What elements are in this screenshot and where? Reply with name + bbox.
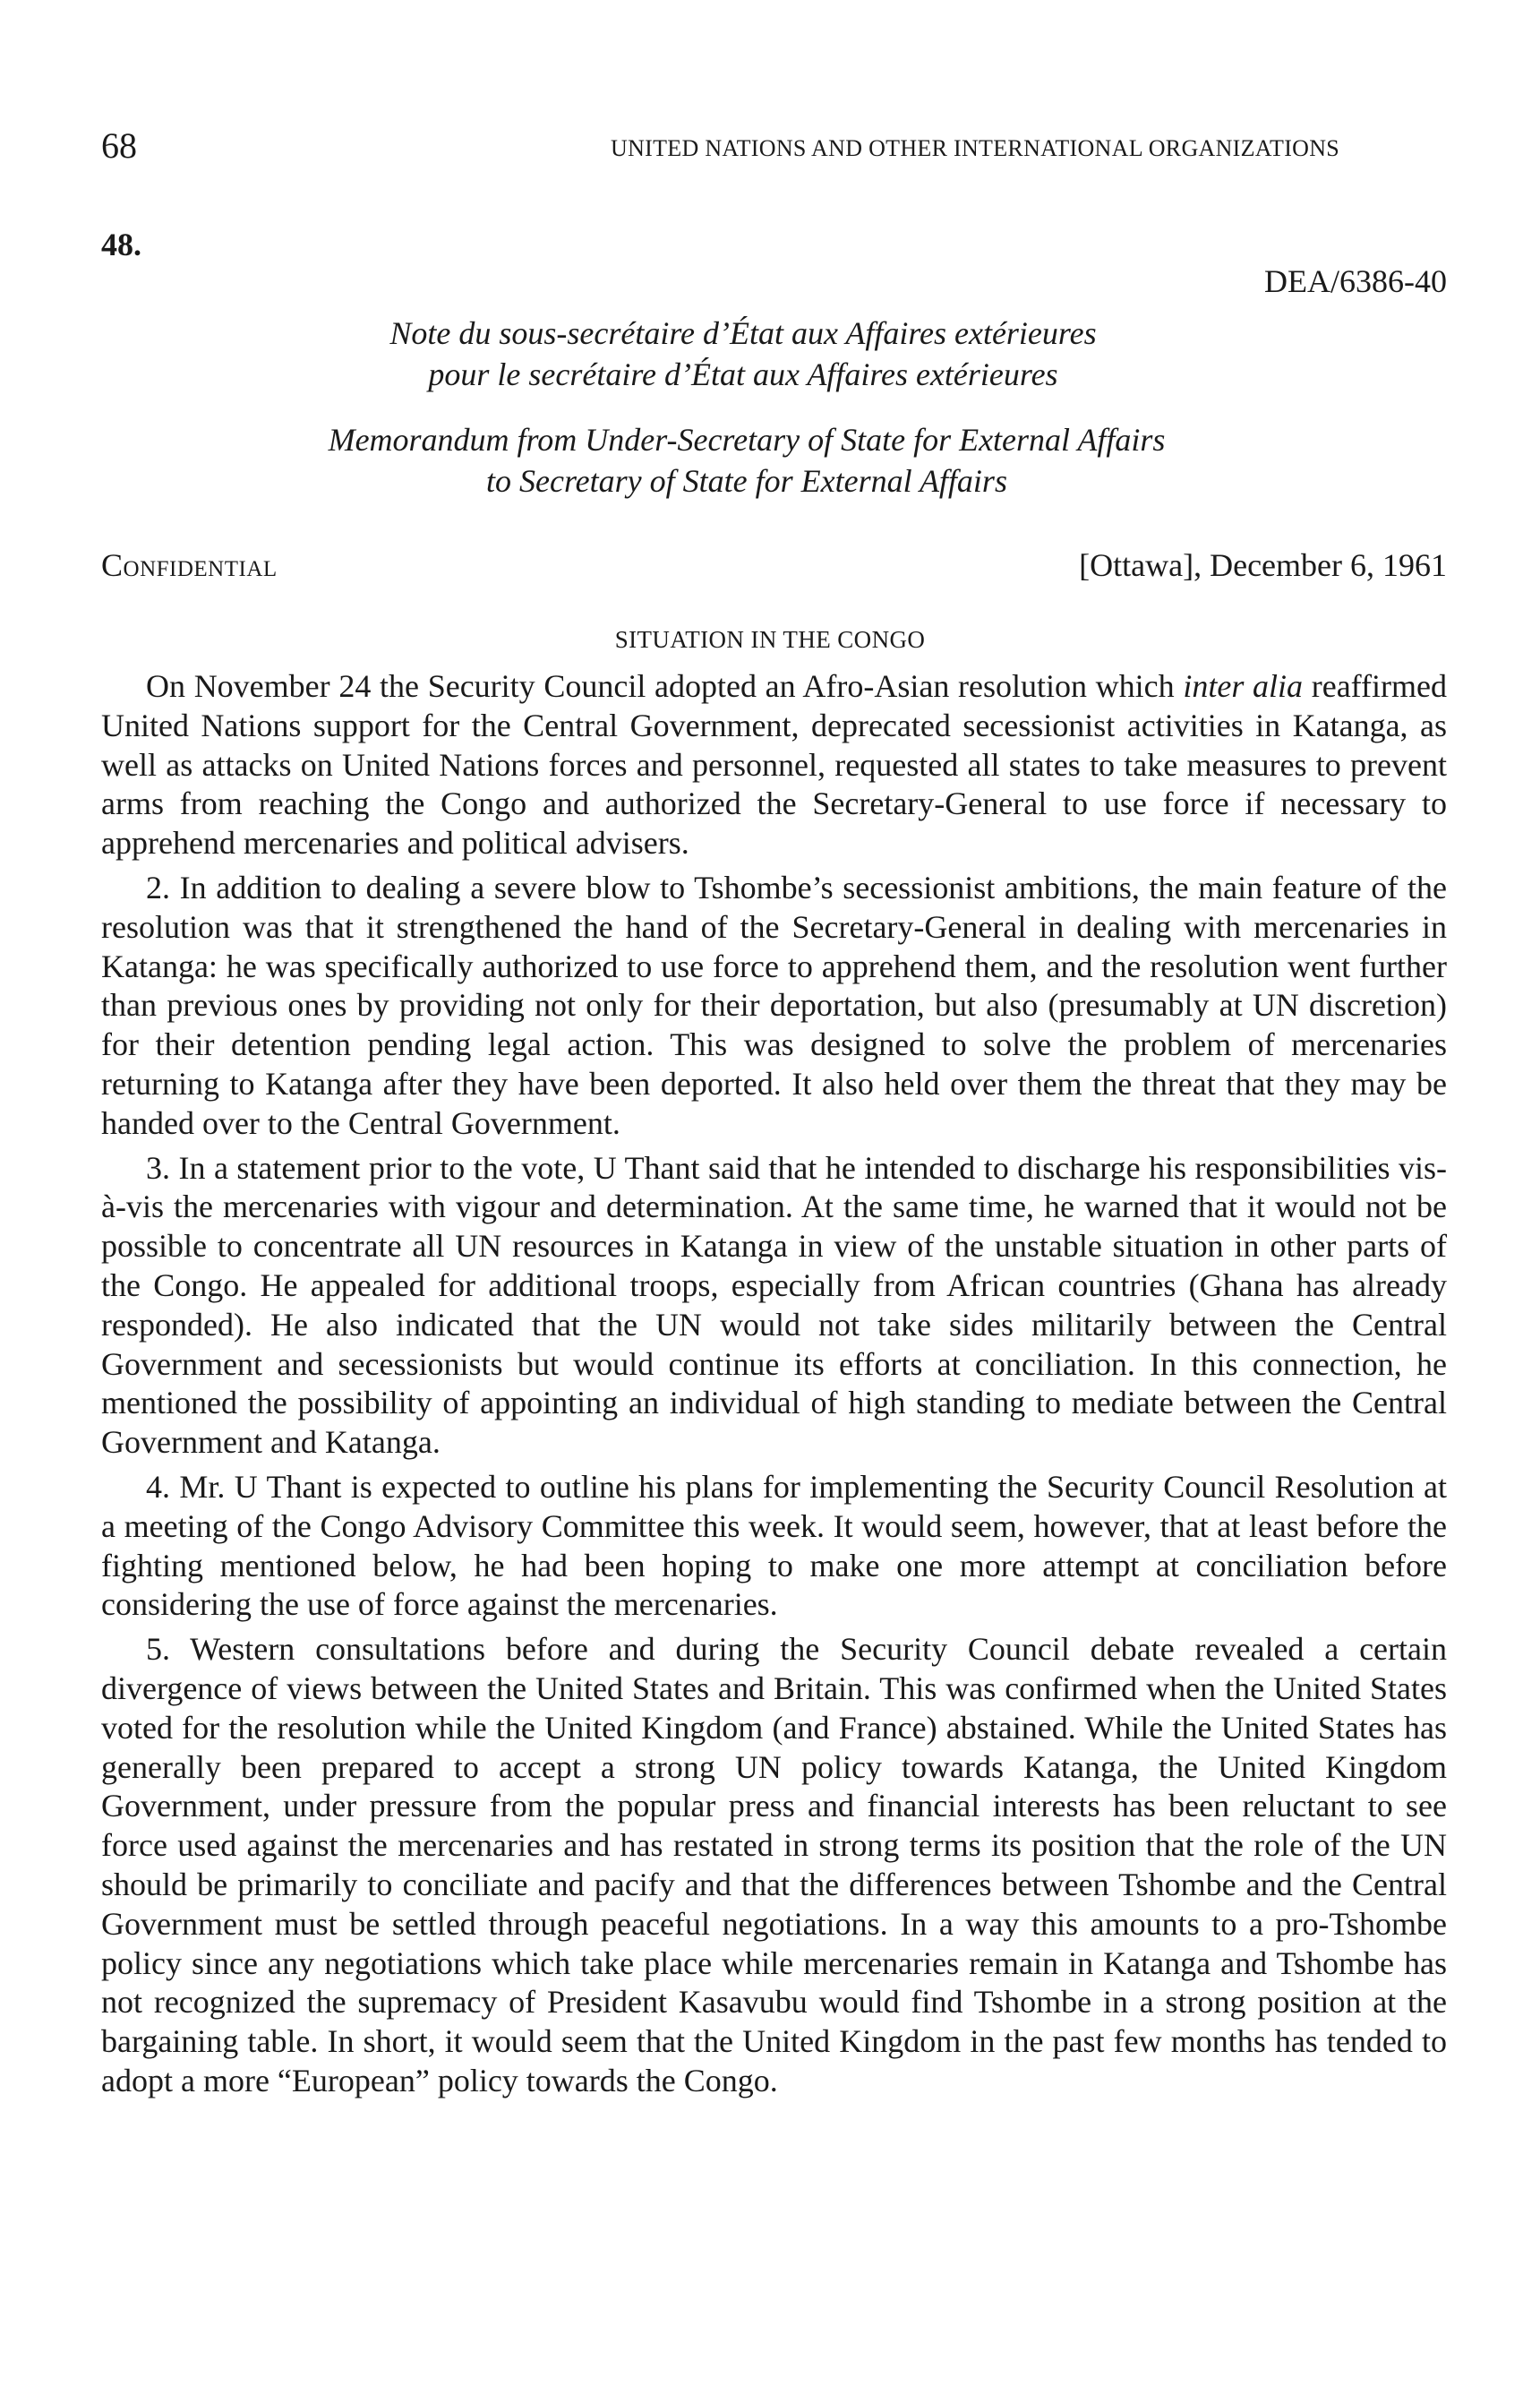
paragraph-2: 2. In addition to dealing a severe blow to Tshombe’s secessionist ambitions, the main feature of the resolution was that it strengthened the hand of the Secretary-General in dealing with mercenaries in Katanga: he was specifically authorized to use force to apprehend them, and the resolution went further than previous ones by providing not only for their deportation, but also (presumably at UN discretion) for their detention pending legal action. This was designed to solve the problem of mercenaries returning to Katanga after they have been deported. It also held over them the threat that they may be handed over to the Central Government.: [101, 869, 1447, 1141]
paragraph-1-end: reaffirmed United Nations support for the Central Government, deprecated secessionist activities in Katanga, as well as attacks on United Nations forces and personnel, requested all states to take measures to prevent arms from reaching the Congo and authorized the Secretary-General to use force if necessary to apprehend mercenaries and political advisers.: [101, 668, 1447, 862]
paragraph-5: 5. Western consultations before and during the Security Council debate revealed a certain divergence of views between the United States and Britain. This was confirmed when the United States voted for the resolution while the United Kingdom (and France) abstained. While the United States has generally been prepared to accept a strong UN policy towards Katanga, the United Kingdom Government, under pressure from the popular press and financial interests has been reluctant to see force used against the mercenaries and has restated in strong terms its position that the role of the UN should be primarily to conciliate and pacify and that the differences between Tshombe and the Central Government must be settled through peaceful negotiations. In a way this amounts to a pro-Tshombe policy since any negotiations which take place while mercenaries remain in Katanga and Tshombe has not recognized the supremacy of President Kasavubu would find Tshombe in a strong position at the bargaining table. In short, it would seem that the United Kingdom in the past few months has tended to adopt a more “European” policy towards the Congo.: [101, 1631, 1447, 2098]
title-french-line-2: pour le secrétaire d’État aux Affaires extérieures: [428, 356, 1058, 392]
paragraph-1-latin-phrase: inter alia: [1183, 668, 1304, 704]
document-number: 48.: [101, 227, 141, 262]
running-head: UNITED NATIONS AND OTHER INTERNATIONAL ORGANIZATIONS: [611, 135, 1340, 161]
page-number: 68: [101, 125, 137, 166]
title-french: [0, 313, 1513, 395]
paragraph-4: 4. Mr. U Thant is expected to outline his plans for implementing the Security Council Resolution at a meeting of the Congo Advisory Committee this week. It would seem, however, that at least before the fighting mentioned below, he had been hoping to make one more attempt at conciliation before considering the use of force against the mercenaries.: [101, 1468, 1447, 1623]
classification-label: Confidential: [101, 547, 278, 583]
dateline: [Ottawa], December 6, 1961: [1079, 547, 1447, 583]
title-french-line-1: Note du sous-secrétaire d’État aux Affaires extérieures: [389, 315, 1097, 351]
body-text: [101, 667, 1447, 2107]
title-english-line-1: Memorandum from Under-Secretary of State for External Affairs: [328, 422, 1166, 458]
file-reference: DEA/6386-40: [1264, 263, 1447, 299]
paragraph-3: 3. In a statement prior to the vote, U Thant said that he intended to discharge his responsibilities vis-à-vis the mercenaries with vigour and determination. At the same time, he warned that it would not be possible to concentrate all UN resources in Katanga in view of the unstable situation in other parts of the Congo. He appealed for additional troops, especially from African countries (Ghana has already responded). He also indicated that the UN would not take sides militarily between the Central Government and secessionists but would continue its efforts at conciliation. In this connection, he mentioned the possibility of appointing an individual of high standing to mediate between the Central Government and Katanga.: [101, 1149, 1447, 1461]
title-english-line-2: to Secretary of State for External Affairs: [486, 463, 1007, 499]
paragraph-1-start: On November 24 the Security Council adopted an Afro-Asian resolution which: [146, 668, 1184, 704]
paragraph-1: [101, 667, 1447, 863]
title-english: [0, 419, 1517, 502]
section-heading: SITUATION IN THE CONGO: [614, 626, 926, 653]
